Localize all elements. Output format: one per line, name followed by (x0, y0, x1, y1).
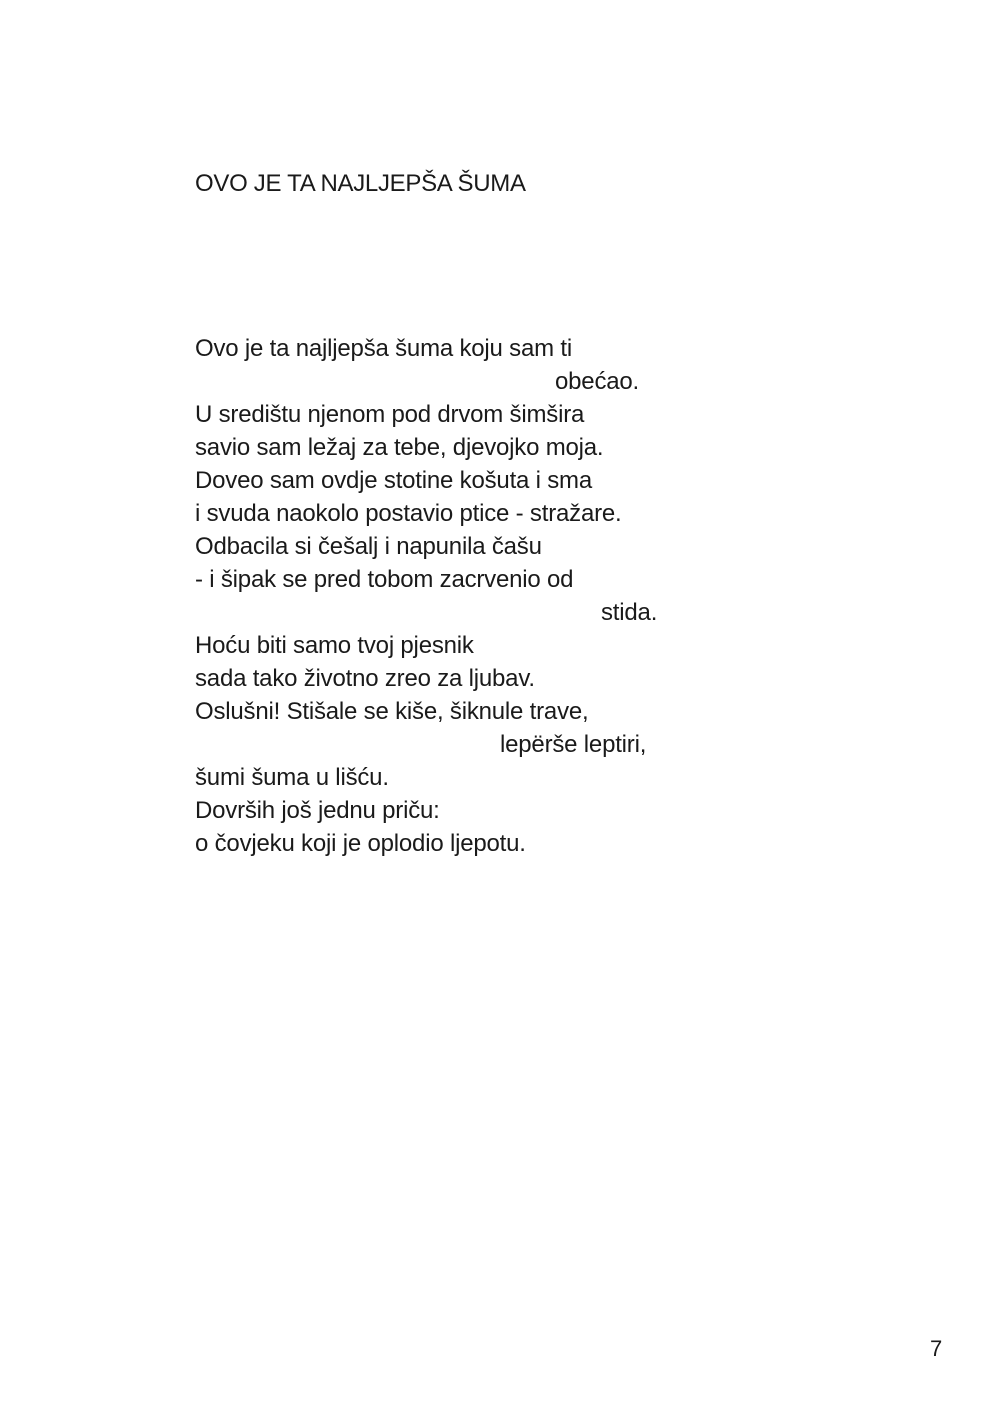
verse-line-continuation: stida. (601, 599, 658, 626)
poem-title: OVO JE TA NAJLJEPŠA ŠUMA (195, 170, 526, 197)
verse-line: - i šipak se pred tobom zacrvenio od (195, 566, 574, 593)
verse-line: Ovo je ta najljepša šuma koju sam ti (195, 335, 572, 362)
verse-line: savio sam ležaj za tebe, djevojko moja. (195, 434, 604, 461)
verse-line: Hoću biti samo tvoj pjesnik (195, 632, 474, 659)
page-number: 7 (930, 1336, 943, 1361)
verse-line: o čovjeku koji je oplodio ljepotu. (195, 830, 526, 857)
verse-line-continuation: obećao. (555, 368, 640, 395)
verse-line: sada tako životno zreo za ljubav. (195, 665, 535, 692)
verse-line: šumi šuma u lišću. (195, 764, 389, 791)
verse-line-continuation: lepërše leptiri, (500, 731, 647, 758)
verse-line: Dovrših još jednu priču: (195, 797, 440, 824)
verse-line: Odbacila si češalj i napunila čašu (195, 533, 542, 560)
verse-line: i svuda naokolo postavio ptice - stražare. (195, 500, 622, 527)
verse-line: Oslušni! Stišale se kiše, šiknule trave, (195, 698, 589, 725)
poem-body (195, 332, 715, 860)
verse-line: Doveo sam ovdje stotine košuta i sma (195, 467, 592, 494)
verse-line: U središtu njenom pod drvom šimšira (195, 401, 585, 428)
